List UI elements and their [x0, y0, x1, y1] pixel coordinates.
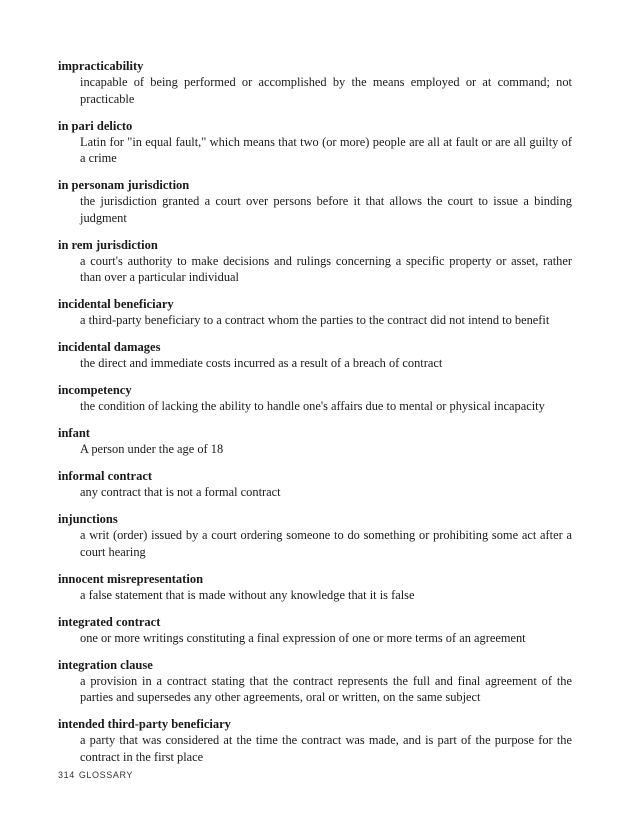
glossary-page: [58, 58, 572, 776]
glossary-definition: any contract that is not a formal contract: [80, 485, 281, 499]
glossary-term: informal contract: [58, 469, 153, 483]
page-number: 314: [58, 770, 75, 780]
glossary-entry: [58, 177, 572, 226]
glossary-definition: A person under the age of 18: [80, 442, 224, 456]
glossary-definition: one or more writings constituting a final expression of one or more terms of an agreement: [80, 630, 526, 645]
glossary-definition: incapable of being performed or accomplished by the means employed or at command; not practicable: [80, 75, 572, 106]
glossary-entry: [58, 571, 572, 604]
glossary-term: impracticability: [58, 59, 144, 73]
glossary-entry: [58, 468, 572, 501]
glossary-definition: the condition of lacking the ability to handle one's affairs due to mental or physical incapacity: [80, 399, 545, 413]
glossary-term: integration clause: [58, 657, 153, 672]
glossary-definition: a third-party beneficiary to a contract whom the parties to the contract did not intend to benefit: [80, 313, 550, 327]
glossary-term: infant: [58, 426, 90, 440]
glossary-definition: a court's authority to make decisions and rulings concerning a specific property or asset, rather than over a particular individual: [80, 253, 572, 284]
glossary-entry: [58, 511, 572, 560]
glossary-term: incidental damages: [58, 340, 161, 354]
glossary-entry: [58, 657, 572, 706]
glossary-term: innocent misrepresentation: [58, 571, 204, 586]
glossary-definition: a provision in a contract stating that the contract represents the full and final agreement of the parties and supersedes any other agreements, oral or written, on the same subject: [80, 673, 572, 704]
glossary-entry: [58, 716, 572, 765]
glossary-entry: [58, 425, 572, 458]
glossary-entry: [58, 237, 572, 286]
glossary-definition: Latin for "in equal fault," which means that two (or more) people are all at fault or are all guilty of a crime: [80, 134, 572, 165]
glossary-term: intended third-party beneficiary: [58, 717, 231, 731]
glossary-entry: [58, 296, 572, 329]
glossary-term: incompetency: [58, 383, 132, 397]
glossary-term: incidental beneficiary: [58, 297, 174, 311]
glossary-definition: a writ (order) issued by a court ordering someone to do something or prohibiting some act after a court hearing: [80, 528, 572, 559]
glossary-term: in personam jurisdiction: [58, 178, 190, 192]
glossary-term: in rem jurisdiction: [58, 237, 158, 252]
page-footer: [58, 770, 137, 780]
glossary-entry: [58, 382, 572, 415]
glossary-entry: [58, 118, 572, 167]
glossary-definition: the direct and immediate costs incurred as a result of a breach of contract: [80, 356, 443, 370]
glossary-entry: [58, 614, 572, 647]
glossary-definition: a false statement that is made without any knowledge that it is false: [80, 587, 415, 602]
section-name: GLOSSARY: [78, 770, 133, 780]
glossary-entry: [58, 58, 572, 107]
glossary-definition: a party that was considered at the time the contract was made, and is part of the purpose for the contract in the first place: [80, 733, 572, 764]
glossary-term: injunctions: [58, 512, 118, 526]
glossary-term: in pari delicto: [58, 118, 133, 133]
glossary-term: integrated contract: [58, 614, 161, 629]
glossary-entry: [58, 339, 572, 372]
glossary-definition: the jurisdiction granted a court over persons before it that allows the court to issue a binding judgment: [80, 194, 572, 225]
